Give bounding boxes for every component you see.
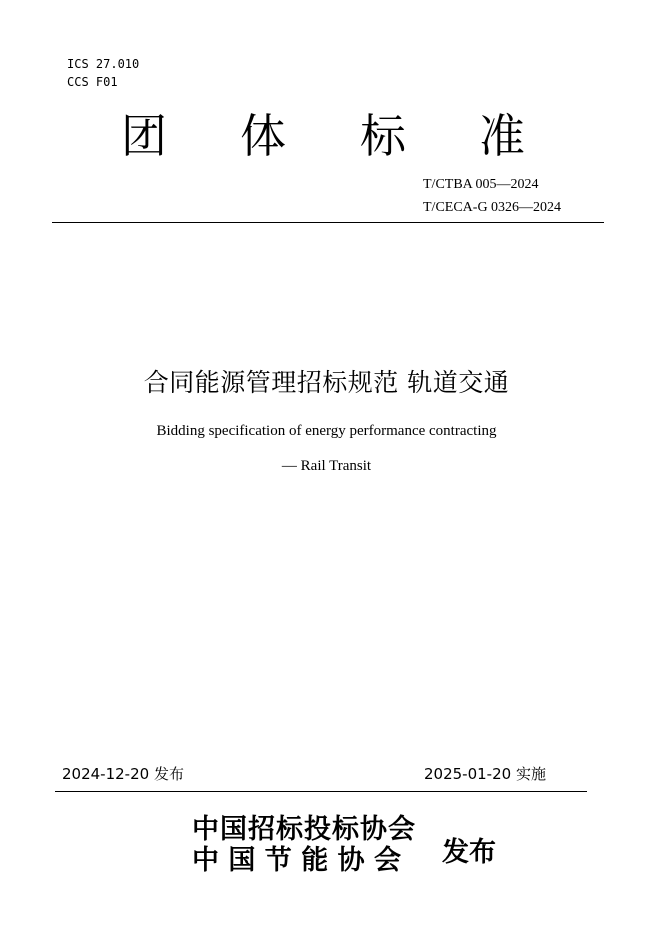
ccs-code: CCS F01 bbox=[67, 75, 118, 89]
top-divider bbox=[52, 222, 604, 223]
document-title-en-sub: — Rail Transit bbox=[281, 458, 372, 474]
header-char-1: 团 bbox=[121, 109, 167, 163]
standard-number-2: T/CECA-G 0326—2024 bbox=[423, 200, 562, 215]
ics-code: ICS 27.010 bbox=[67, 57, 140, 71]
header-char-2: 体 bbox=[240, 109, 286, 163]
publish-action: 发布 bbox=[442, 837, 496, 868]
header-char-3: 标 bbox=[360, 109, 406, 163]
header-char-4: 准 bbox=[479, 109, 525, 163]
bottom-divider bbox=[55, 791, 587, 792]
document-title-cn: 合同能源管理招标规范 轨道交通 bbox=[143, 368, 510, 397]
issue-date: 2024-12-20 发布 bbox=[62, 765, 184, 783]
standard-number-1: T/CTBA 005—2024 bbox=[423, 177, 539, 192]
publisher-org-2: 中 国 节 能 协 会 bbox=[192, 845, 401, 876]
implement-date: 2025-01-20 实施 bbox=[424, 765, 546, 783]
document-title-en: Bidding specification of energy performance contracting bbox=[156, 423, 497, 439]
publisher-org-1: 中国招标投标协会 bbox=[192, 814, 416, 845]
